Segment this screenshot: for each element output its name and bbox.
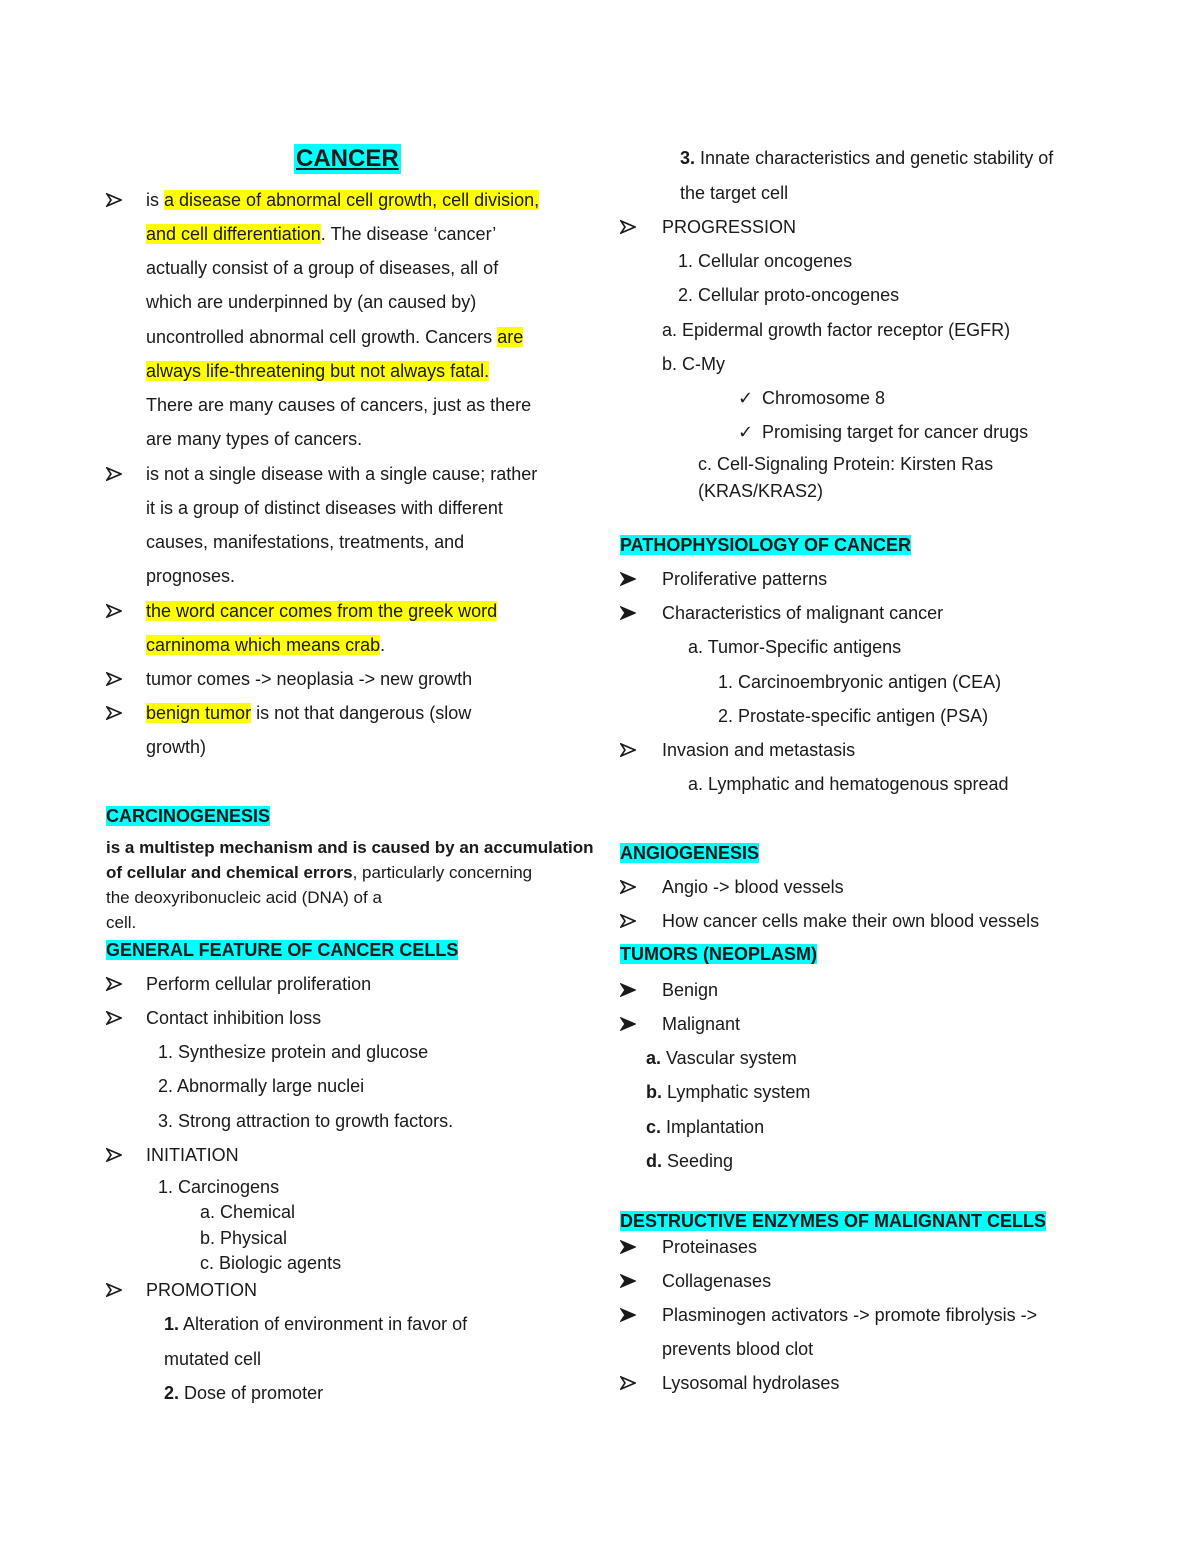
- arrow-bullet-icon: [620, 567, 640, 591]
- arrow-bullet-icon: [620, 738, 640, 762]
- cancer-b2-line-4: prognoses.: [146, 566, 236, 586]
- carcinogenesis-line-4: cell.: [106, 913, 137, 932]
- promotion-label: PROMOTION: [146, 1280, 257, 1300]
- letter: c.: [646, 1117, 662, 1137]
- text: Innate characteristics and genetic stability of: [695, 148, 1054, 168]
- check-item-2: Promising target for cancer drugs: [762, 422, 1029, 442]
- carcinogen-c: c. Biologic agents: [200, 1253, 342, 1273]
- text: Seeding: [662, 1151, 734, 1171]
- patho-bullet-2: Characteristics of malignant cancer: [662, 603, 944, 623]
- check-item-1: Chromosome 8: [762, 388, 886, 408]
- section-heading-general-feature: [106, 938, 458, 962]
- promotion-item-1-line-2: mutated cell: [164, 1349, 262, 1369]
- cancer-b3-line-1: [146, 599, 497, 623]
- tumor-malignant: Malignant: [662, 1014, 741, 1034]
- text: is: [146, 190, 164, 210]
- patho-a: a. Tumor-Specific antigens: [688, 637, 902, 657]
- carcinogenesis-line-1: is a multistep mechanism and is caused by an accumulation: [106, 838, 594, 857]
- cancer-def-line-8: are many types of cancers.: [146, 429, 363, 449]
- arrow-bullet-icon: [620, 1371, 640, 1395]
- cancer-b5-line-2: growth): [146, 737, 207, 757]
- arrow-bullet-icon: [106, 462, 126, 486]
- cancer-def-line-1: [146, 188, 539, 212]
- heading-text: DESTRUCTIVE ENZYMES OF MALIGNANT CELLS: [620, 1211, 1047, 1231]
- tumor-c: [646, 1115, 764, 1139]
- letter: a.: [646, 1048, 662, 1068]
- highlight-text: a disease of abnormal cell growth, cell division,: [164, 190, 540, 210]
- enzyme-1: Proteinases: [662, 1237, 758, 1257]
- progression-c: c. Cell-Signaling Protein: Kirsten Ras: [698, 454, 994, 474]
- carcinogen-b: b. Physical: [200, 1228, 288, 1248]
- checkmark-icon: ✓: [738, 388, 754, 408]
- text: .: [380, 635, 386, 655]
- arrow-bullet-icon: [620, 875, 640, 899]
- number: 2.: [164, 1383, 180, 1403]
- angio-bullet-2: How cancer cells make their own blood vessels: [662, 911, 1040, 931]
- progression-b: b. C-My: [662, 354, 725, 374]
- number: 3.: [680, 148, 696, 168]
- enzyme-3-line-2: prevents blood clot: [662, 1339, 814, 1359]
- section-heading-carcinogenesis: [106, 804, 270, 828]
- initiation-label: INITIATION: [146, 1145, 239, 1165]
- arrow-bullet-icon: [620, 978, 640, 1002]
- text: . The disease ‘cancer’: [320, 224, 497, 244]
- gf-num-1: 1. Synthesize protein and glucose: [158, 1042, 429, 1062]
- arrow-bullet-icon: [106, 701, 126, 725]
- patho-a1: 1. Carcinoembryonic antigen (CEA): [718, 672, 1002, 692]
- cancer-def-line-3: actually consist of a group of diseases, all of: [146, 258, 499, 278]
- arrow-bullet-icon: [620, 215, 640, 239]
- progression-c-line-2: (KRAS/KRAS2): [698, 481, 824, 501]
- highlight-text: always life-threatening but not always fatal.: [146, 361, 490, 381]
- gf-bullet-1: Perform cellular proliferation: [146, 974, 372, 994]
- arrow-bullet-icon: [106, 599, 126, 623]
- arrow-bullet-icon: [620, 1012, 640, 1036]
- cancer-def-line-5: [146, 325, 523, 349]
- text: Implantation: [661, 1117, 765, 1137]
- text: , particularly concerning: [352, 863, 533, 882]
- section-heading-enzymes: [620, 1209, 1046, 1233]
- arrow-bullet-icon: [620, 1235, 640, 1259]
- text: Alteration of environment in favor of: [179, 1314, 468, 1334]
- highlight-text: and cell differentiation: [146, 224, 321, 244]
- arrow-bullet-icon: [106, 667, 126, 691]
- tumor-b: [646, 1080, 810, 1104]
- section-heading-angiogenesis: [620, 841, 759, 865]
- cancer-b3-line-2: [146, 633, 385, 657]
- section-heading-pathophysiology: [620, 533, 911, 557]
- enzyme-3: Plasminogen activators -> promote fibrolysis ->: [662, 1305, 1038, 1325]
- cancer-b2-line-3: causes, manifestations, treatments, and: [146, 532, 465, 552]
- angio-bullet-1: Angio -> blood vessels: [662, 877, 844, 897]
- arrow-bullet-icon: [620, 909, 640, 933]
- arrow-bullet-icon: [106, 1278, 126, 1302]
- bold-text: of cellular and chemical errors: [106, 863, 353, 882]
- arrow-bullet-icon: [106, 972, 126, 996]
- tumor-benign: Benign: [662, 980, 719, 1000]
- arrow-bullet-icon: [620, 601, 640, 625]
- highlight-text: carninoma which means crab: [146, 635, 381, 655]
- heading-text: ANGIOGENESIS: [620, 843, 760, 863]
- heading-text: CARCINOGENESIS: [106, 806, 271, 826]
- letter: d.: [646, 1151, 662, 1171]
- tumor-a: [646, 1046, 797, 1070]
- heading-text: TUMORS (NEOPLASM): [620, 944, 817, 964]
- text: Vascular system: [661, 1048, 797, 1068]
- promotion-item-1: [164, 1312, 467, 1336]
- patho-a2: 2. Prostate-specific antigen (PSA): [718, 706, 989, 726]
- cancer-b4-line: tumor comes -> neoplasia -> new growth: [146, 669, 473, 689]
- tumor-d: [646, 1149, 733, 1173]
- cancer-b2-line-2: it is a group of distinct diseases with different: [146, 498, 503, 518]
- arrow-bullet-icon: [620, 1269, 640, 1293]
- patho-b3a: a. Lymphatic and hematogenous spread: [688, 774, 1009, 794]
- enzyme-2: Collagenases: [662, 1271, 772, 1291]
- enzyme-4: Lysosomal hydrolases: [662, 1373, 840, 1393]
- letter: b.: [646, 1082, 662, 1102]
- cancer-def-line-4: which are underpinned by (an caused by): [146, 292, 477, 312]
- arrow-bullet-icon: [106, 1143, 126, 1167]
- progression-label: PROGRESSION: [662, 217, 797, 237]
- highlight-text: benign tumor: [146, 703, 252, 723]
- progression-2: 2. Cellular proto-oncogenes: [678, 285, 900, 305]
- cancer-b2-line-1: is not a single disease with a single cause; rather: [146, 464, 538, 484]
- carcinogenesis-line-2: [106, 861, 532, 885]
- highlight-text: are: [497, 327, 524, 347]
- section-heading-tumors: [620, 942, 817, 966]
- gf-num-2: 2. Abnormally large nuclei: [158, 1076, 365, 1096]
- carcinogens-label: 1. Carcinogens: [158, 1177, 280, 1197]
- patho-bullet-3: Invasion and metastasis: [662, 740, 856, 760]
- arrow-bullet-icon: [620, 1303, 640, 1327]
- arrow-bullet-icon: [106, 1006, 126, 1030]
- number: 1.: [164, 1314, 180, 1334]
- progression-1: 1. Cellular oncogenes: [678, 251, 853, 271]
- gf-bullet-2: Contact inhibition loss: [146, 1008, 322, 1028]
- promotion-item-3: [680, 146, 1053, 170]
- cancer-def-line-6: [146, 359, 489, 383]
- heading-text: GENERAL FEATURE OF CANCER CELLS: [106, 940, 459, 960]
- text: is not that dangerous (slow: [251, 703, 472, 723]
- progression-a: a. Epidermal growth factor receptor (EGFR): [662, 320, 1011, 340]
- page-title: CANCER: [296, 145, 399, 172]
- highlight-text: the word cancer comes from the greek word: [146, 601, 498, 621]
- text: Dose of promoter: [179, 1383, 324, 1403]
- promotion-item-3-line-2: the target cell: [680, 183, 789, 203]
- patho-bullet-1: Proliferative patterns: [662, 569, 828, 589]
- cancer-b5-line-1: [146, 701, 471, 725]
- promotion-item-2: [164, 1381, 323, 1405]
- cancer-def-line-7: There are many causes of cancers, just as there: [146, 395, 532, 415]
- gf-num-3: 3. Strong attraction to growth factors.: [158, 1111, 454, 1131]
- text: uncontrolled abnormal cell growth. Cancers: [146, 327, 498, 347]
- arrow-bullet-icon: [106, 188, 126, 212]
- carcinogen-a: a. Chemical: [200, 1202, 296, 1222]
- checkmark-icon: ✓: [738, 422, 754, 442]
- text: Lymphatic system: [662, 1082, 811, 1102]
- heading-text: PATHOPHYSIOLOGY OF CANCER: [620, 535, 912, 555]
- carcinogenesis-line-3: the deoxyribonucleic acid (DNA) of a: [106, 888, 382, 907]
- cancer-def-line-2: [146, 222, 496, 246]
